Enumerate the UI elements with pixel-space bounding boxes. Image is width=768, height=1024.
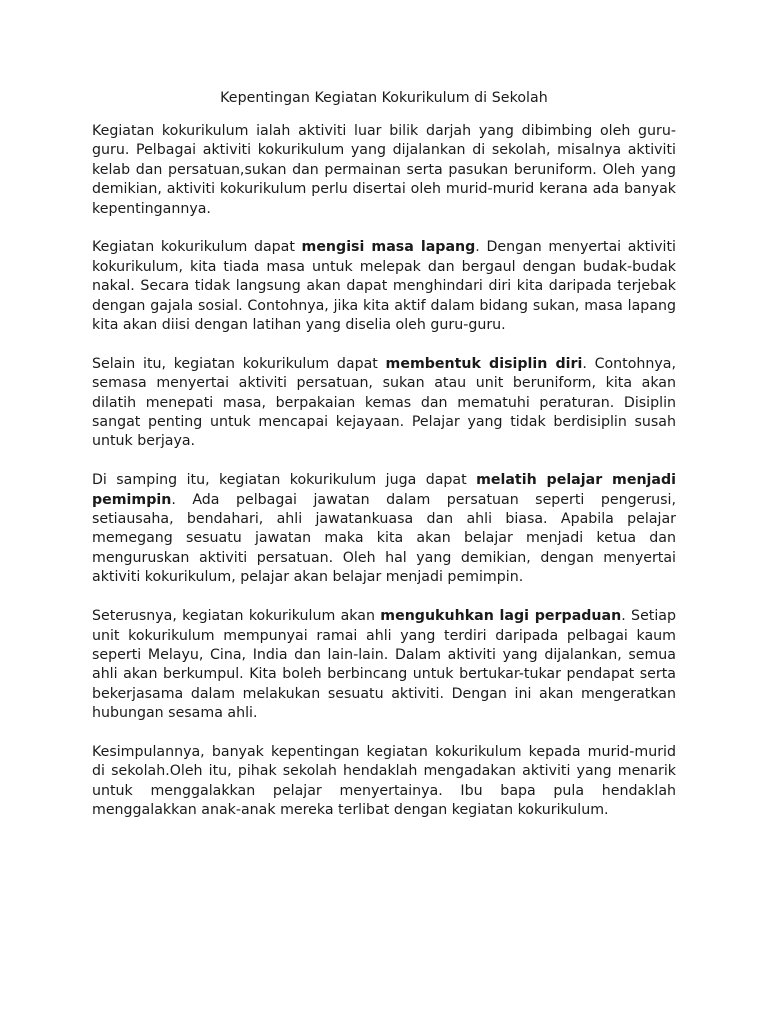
conclusion-text: Kesimpulannya, banyak kepentingan kegiatan kokurikulum kepada murid-murid di sekolah.Oleh itu, pihak sekolah hendaklah mengadakan aktiviti yang menarik untuk menggalakkan pelajar menyertainya. Ibu bapa pula hendaklah menggalakkan anak-anak mereka terlibat dengan kegiatan kokurikulum. <box>92 743 676 819</box>
paragraph-point-1 <box>92 238 676 335</box>
document-title: Kepentingan Kegiatan Kokurikulum di Sekolah <box>220 90 548 106</box>
point-2-keyword: membentuk disiplin diri <box>385 355 583 372</box>
paragraph-point-4 <box>92 607 676 723</box>
paragraph-point-2 <box>92 355 676 452</box>
point-2-lead: Selain itu, kegiatan kokurikulum dapat <box>92 355 386 372</box>
point-2-body: . Contohnya, semasa menyertai aktiviti persatuan, sukan atau unit beruniform, kita akan dilatih menepati masa, berpakaian kemas dan mematuhi peraturan. Disiplin sangat penting untuk mencapai kejayaan. Pelajar yang tidak berdisiplin susah untuk berjaya. <box>92 355 676 450</box>
paragraph-conclusion <box>92 743 676 821</box>
point-3-keyword: melatih pelajar menjadi pemimpin <box>92 472 677 508</box>
point-1-lead: Kegiatan kokurikulum dapat <box>92 239 302 256</box>
paragraph-point-3 <box>92 471 676 587</box>
introduction-text: Kegiatan kokurikulum ialah aktiviti luar bilik darjah yang dibimbing oleh guru-guru. Pelbagai aktiviti kokurikulum yang dijalankan di sekolah, misalnya aktiviti kelab dan persatuan,sukan dan permainan serta pasukan beruniform. Oleh yang demikian, aktiviti kokurikulum perlu disertai oleh murid-murid kerana ada banyak kepentingannya. <box>92 123 676 217</box>
point-3-body: . Ada pelbagai jawatan dalam persatuan seperti pengerusi, setiausaha, bendahari, ahli jawatankuasa dan ahli biasa. Apabila pelajar memegang sesuatu jawatan maka kita akan belajar menjadi ketua dan menguruskan aktiviti persatuan. Oleh hal yang demikian, dengan menyertai aktiviti kokurikulum, pelajar akan belajar menjadi pemimpin. <box>92 491 676 586</box>
point-1-keyword: mengisi masa lapang <box>301 239 476 256</box>
point-3-lead: Di samping itu, kegiatan kokurikulum juga dapat <box>92 472 477 489</box>
point-4-keyword: mengukuhkan lagi perpaduan <box>380 608 622 625</box>
point-4-body: . Setiap unit kokurikulum mempunyai ramai ahli yang terdiri daripada pelbagai kaum seperti Melayu, Cina, India dan lain-lain. Dalam aktiviti yang dijalankan, semua ahli akan berkumpul. Kita boleh berbincang untuk bertukar-tukar pendapat serta bekerjasama dalam melakukan sesuatu aktiviti. Dengan ini akan mengeratkan hubungan sesama ahli. <box>92 608 676 722</box>
point-4-lead: Seterusnya, kegiatan kokurikulum akan <box>92 608 381 625</box>
paragraph-introduction <box>92 122 676 219</box>
point-1-body: . Dengan menyertai aktiviti kokurikulum, kita tiada masa untuk melepak dan bergaul dengan budak-budak nakal. Secara tidak langsung akan dapat menghindari diri kita daripada terjebak dengan gajala sosial. Contohnya, jika kita aktif dalam bidang sukan, masa lapang kita akan diisi dengan latihan yang diselia oleh guru-guru. <box>92 239 676 334</box>
